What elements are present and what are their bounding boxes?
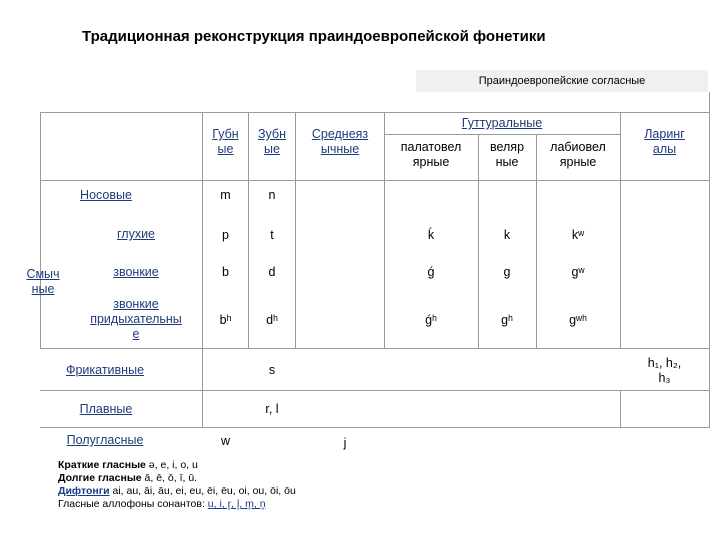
phoneme-r-l: r, l xyxy=(265,402,279,416)
row-liquid: Плавные xyxy=(79,402,133,416)
row-fricative: Фрикативные xyxy=(65,363,145,377)
phoneme-k: k xyxy=(503,228,511,242)
row-semivowel: Полугласные xyxy=(66,433,144,447)
header-velar: веляр ные xyxy=(489,140,525,169)
phoneme-d: d xyxy=(268,265,276,279)
laryngeals: h₁, h₂, h₃ xyxy=(647,356,682,385)
row-voiced: звонкие xyxy=(113,265,159,279)
vowel-notes xyxy=(58,459,296,511)
phoneme-gwh: gʷʰ xyxy=(569,313,587,327)
phoneme-dh: dʰ xyxy=(266,313,278,327)
phoneme-gw: gʷ xyxy=(571,265,585,279)
header-labial: Губн ые xyxy=(212,127,239,156)
header-guttural: Гуттуральные xyxy=(461,116,543,130)
short-vowels-line: Краткие гласные ə, e, i, o, u xyxy=(58,459,198,471)
header-palatovelar: палатовел ярные xyxy=(400,140,462,169)
phoneme-gh: gʰ xyxy=(501,313,513,327)
header-medial: Среднеяз ычные xyxy=(311,127,369,156)
header-laryngeal: Ларинг алы xyxy=(644,127,685,156)
phoneme-bh: bʰ xyxy=(219,313,232,327)
phoneme-kw: kʷ xyxy=(571,228,585,242)
consonants-subheader: Праиндоевропейские согласные xyxy=(416,70,708,92)
row-voiceless: глухие xyxy=(116,227,155,241)
header-dental: Зубн ые xyxy=(257,127,286,156)
row-aspirated: звонкие придыхательны е xyxy=(90,297,182,341)
phoneme-s: s xyxy=(268,363,276,377)
header-labiovelar: лабиовел ярные xyxy=(550,140,606,169)
phoneme-j: j xyxy=(343,436,347,450)
allophones-line: Гласные аллофоны сонантов: u, i, r̥, l̥, m̥, n̥ xyxy=(58,498,266,510)
diphthongs-link[interactable]: Дифтонги xyxy=(58,485,110,497)
phoneme-g-palatal: ǵ xyxy=(427,265,435,279)
diphthongs-line: Дифтонги ai, au, āi, āu, ei, eu, ēi, ēu, oi, ou, ōi, ōu xyxy=(58,485,296,497)
phoneme-m: m xyxy=(220,188,231,202)
row-nasal: Носовые xyxy=(80,188,132,202)
phoneme-k-palatal: ḱ xyxy=(427,228,435,242)
phoneme-w: w xyxy=(220,434,231,448)
phoneme-p: p xyxy=(222,228,229,242)
row-stops: Смыч ные xyxy=(26,267,60,296)
phoneme-g: g xyxy=(503,265,511,279)
long-vowels-line: Долгие гласные ā, ē, ō, ī, ū. xyxy=(58,472,198,484)
allophones-link[interactable]: u, i, r̥, l̥, m̥, n̥ xyxy=(207,498,266,510)
phoneme-t: t xyxy=(270,228,274,242)
phoneme-b: b xyxy=(222,265,229,279)
phoneme-n: n xyxy=(268,188,276,202)
phoneme-gh-palatal: ǵʰ xyxy=(425,313,437,327)
page-title: Традиционная реконструкция праиндоевропейской фонетики xyxy=(82,28,546,45)
